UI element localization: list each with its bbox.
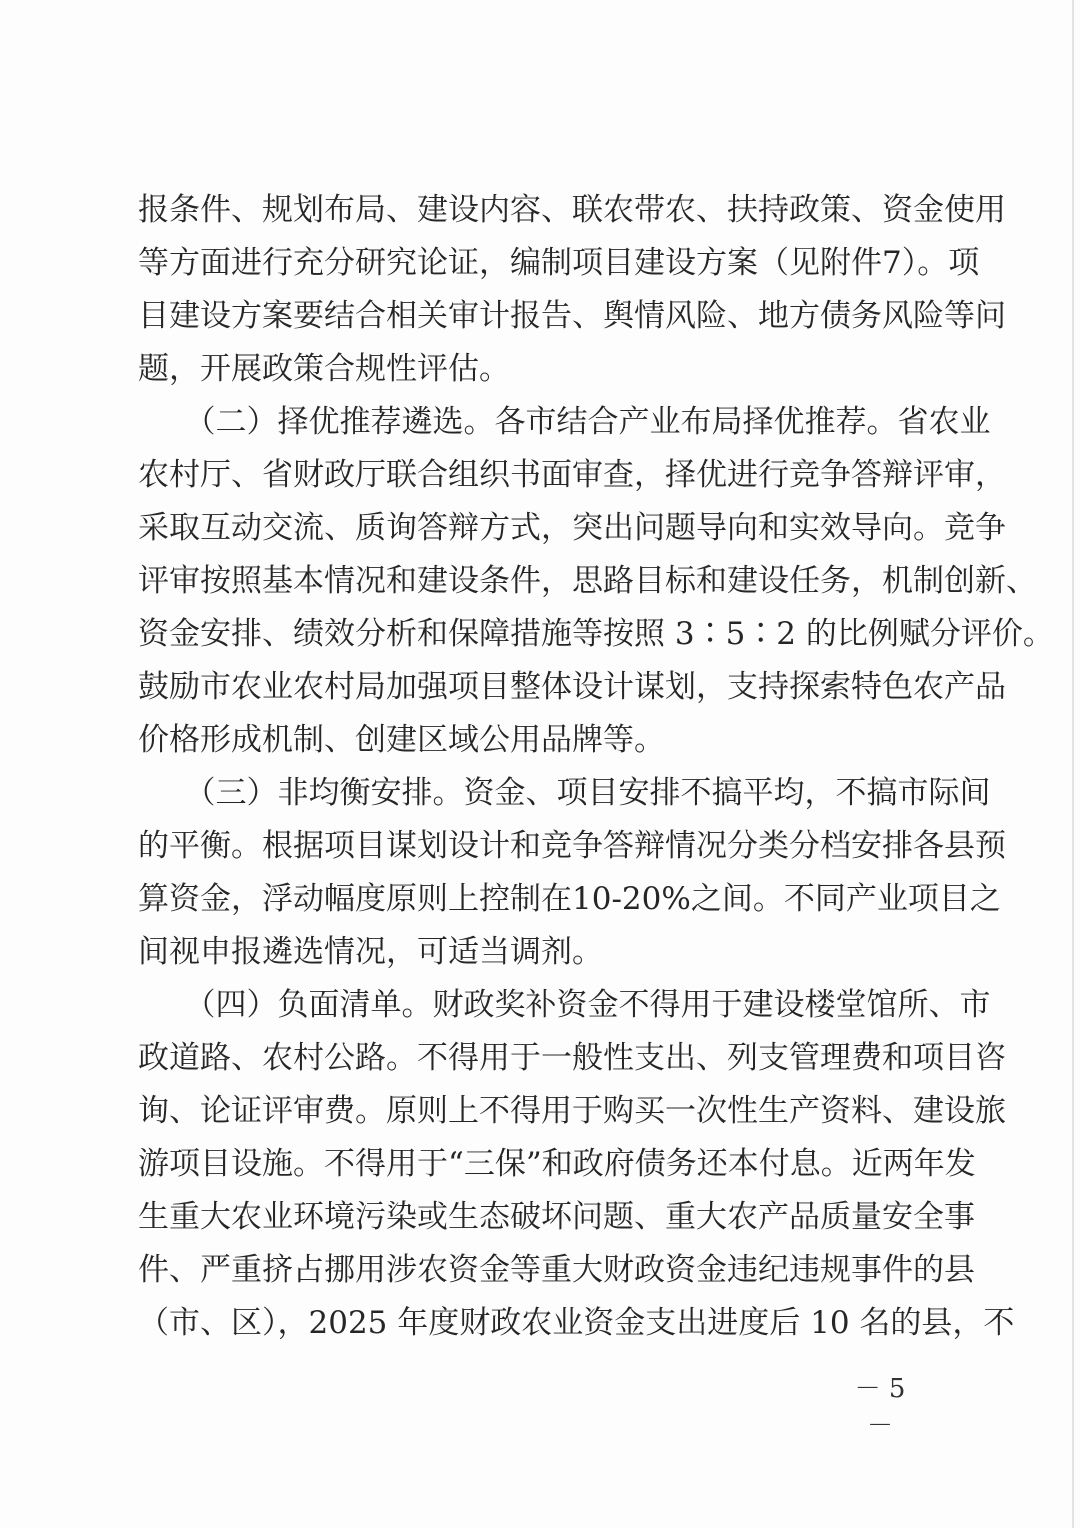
text-line: 游项目设施。不得用于“三保”和政府债务还本付息。近两年发: [138, 1146, 976, 1182]
page-edge-line: [1072, 0, 1074, 1528]
paragraph-heading-line: （二）择优推荐遴选。各市结合产业布局择优推荐。省农业: [138, 404, 991, 440]
text-line: 题，开展政策合规性评估。: [138, 351, 510, 387]
page-number: － 5 －: [854, 1374, 906, 1441]
text-line: 政道路、农村公路。不得用于一般性支出、列支管理费和项目咨: [138, 1040, 1006, 1076]
text-line: 报条件、规划布局、建设内容、联农带农、扶持政策、资金使用: [138, 192, 1006, 228]
text-line: 生重大农业环境污染或生态破坏问题、重大农产品质量安全事: [138, 1199, 975, 1235]
text-line: 农村厅、省财政厅联合组织书面审查，择优进行竞争答辩评审，: [138, 457, 1006, 493]
text-line: 价格形成机制、创建区域公用品牌等。: [138, 722, 665, 758]
text-line: 资金安排、绩效分析和保障措施等按照 3∶5∶2 的比例赋分评价。: [138, 616, 1054, 652]
paragraph-heading-line: （四）负面清单。财政奖补资金不得用于建设楼堂馆所、市: [138, 987, 991, 1023]
body-text: [138, 184, 1054, 1350]
text-line: 采取互动交流、质询答辩方式，突出问题导向和实效导向。竞争: [138, 510, 1006, 546]
text-line: 件、严重挤占挪用涉农资金等重大财政资金违纪违规事件的县: [138, 1252, 975, 1288]
text-line: 询、论证评审费。原则上不得用于购买一次性生产资料、建设旅: [138, 1093, 1006, 1129]
text-line: 评审按照基本情况和建设条件，思路目标和建设任务，机制创新、: [138, 563, 1037, 599]
text-line: 的平衡。根据项目谋划设计和竞争答辩情况分类分档安排各县预: [138, 828, 1006, 864]
text-line: 等方面进行充分研究论证，编制项目建设方案（见附件7）。项: [138, 245, 980, 281]
text-line: 鼓励市农业农村局加强项目整体设计谋划，支持探索特色农产品: [138, 669, 1006, 705]
text-line: 间视申报遴选情况，可适当调剂。: [138, 934, 603, 970]
text-line: （市、区），2025 年度财政农业资金支出进度后 10 名的县，不: [138, 1305, 1015, 1341]
text-line: 目建设方案要结合相关审计报告、舆情风险、地方债务风险等问: [138, 298, 1006, 334]
paragraph-heading-line: （三）非均衡安排。资金、项目安排不搞平均，不搞市际间: [138, 775, 991, 811]
text-line: 算资金，浮动幅度原则上控制在10-20%之间。不同产业项目之: [138, 881, 1001, 917]
